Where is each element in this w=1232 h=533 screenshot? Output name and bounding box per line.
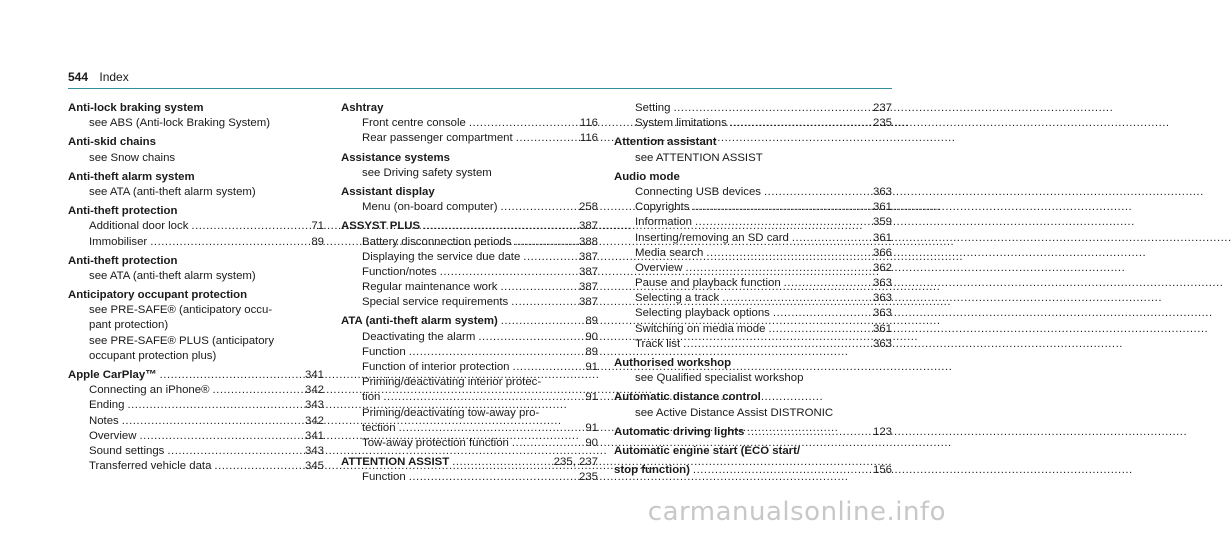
index-entry xyxy=(68,368,324,383)
entry-text: see Snow chains xyxy=(89,151,176,164)
index-entry xyxy=(68,204,324,219)
entry-text: see Active Distance Assist DISTRONIC xyxy=(635,406,834,419)
index-subentry xyxy=(614,215,892,230)
entry-text: Ending xyxy=(89,399,125,412)
entry-text: Apple CarPlay™ xyxy=(68,369,157,381)
entry-text: Setting xyxy=(635,102,671,114)
leader-dots xyxy=(409,345,583,360)
index-entry xyxy=(341,151,598,166)
page-reference: 235 xyxy=(578,471,598,484)
entry-text: ATTENTION ASSIST xyxy=(341,456,450,469)
entry-text: Regular maintenance work xyxy=(362,281,498,294)
page-reference: 91 xyxy=(585,421,598,434)
entry-text: see PRE-SAFE® (anticipatory occu- xyxy=(89,304,273,317)
index-continuation: pant protection) xyxy=(89,319,169,332)
leader-dots xyxy=(409,470,576,485)
entry-text: Function/notes xyxy=(362,265,437,278)
entry-text: Anti-lock braking system xyxy=(68,102,204,114)
index-continuation: occupant protection plus) xyxy=(89,349,217,362)
leader-dots xyxy=(139,429,302,444)
page-reference: 363 xyxy=(872,292,892,305)
index-column-3 xyxy=(614,101,892,478)
index-entry xyxy=(614,135,892,150)
entry-text: Assistant display xyxy=(341,185,435,198)
page-number: 544 xyxy=(68,70,89,84)
entry-text: Switching on media mode xyxy=(635,322,766,335)
index-entry xyxy=(614,356,892,371)
entry-text: Priming/deactivating tow-away pro- xyxy=(362,406,540,419)
entry-text: Copyrights xyxy=(635,201,690,214)
entry-text: Anti-skid chains xyxy=(68,136,156,149)
entry-text: Selecting playback options xyxy=(635,307,770,320)
page-reference: 342 xyxy=(304,414,324,427)
entry-text: Connecting an iPhone® xyxy=(89,384,210,397)
page-reference: 90 xyxy=(585,330,598,343)
entry-text: Function xyxy=(362,471,406,484)
page-reference: 361 xyxy=(872,231,892,244)
entry-text: see ABS (Anti-lock Braking System) xyxy=(89,117,271,130)
entry-text: Authorised workshop xyxy=(614,357,732,369)
entry-text: Audio mode xyxy=(614,170,680,183)
index-see-reference xyxy=(341,375,598,390)
entry-text: Anti-theft protection xyxy=(68,205,178,218)
index-entry xyxy=(68,254,324,269)
page-reference: 387 xyxy=(578,296,598,309)
leader-dots xyxy=(693,463,870,478)
entry-text: ASSYST PLUS xyxy=(341,220,421,233)
index-see-reference xyxy=(68,303,324,318)
page-reference: 123 xyxy=(872,425,892,438)
index-see-reference xyxy=(68,269,324,284)
leader-dots xyxy=(478,330,582,345)
index-subentry xyxy=(614,185,892,200)
entry-text: Overview xyxy=(89,429,137,442)
entry-text: tection xyxy=(362,421,396,434)
leader-dots xyxy=(683,337,870,352)
leader-dots xyxy=(695,215,870,230)
leader-dots xyxy=(685,261,870,276)
entry-text: Menu (on-board computer) xyxy=(362,201,498,214)
leader-dots xyxy=(399,421,583,436)
index-subentry xyxy=(341,265,598,280)
index-entry xyxy=(614,463,892,478)
index-see-reference xyxy=(614,151,892,166)
index-subentry xyxy=(341,345,598,360)
leader-dots xyxy=(127,398,302,413)
entry-text: Connecting USB devices xyxy=(635,185,761,198)
entry-text: Anti-theft alarm system xyxy=(68,170,195,183)
entry-text: Battery disconnection periods xyxy=(362,235,512,248)
entry-text: stop function) xyxy=(614,464,690,477)
index-see-reference xyxy=(68,151,324,166)
entry-text: Additional door lock xyxy=(89,220,189,233)
page-reference: 363 xyxy=(872,277,892,290)
header-rule xyxy=(68,88,892,89)
entry-text: see ATA (anti-theft alarm system) xyxy=(89,185,256,198)
page-reference: 71 xyxy=(311,220,324,233)
index-subentry xyxy=(341,280,598,295)
leader-dots xyxy=(501,314,583,329)
index-subentry xyxy=(341,295,598,310)
index-subentry xyxy=(614,306,892,321)
page-reference: 363 xyxy=(872,185,892,198)
index-subentry xyxy=(68,459,324,474)
page-reference: 89 xyxy=(585,315,598,328)
entry-text: Automatic distance control xyxy=(614,391,761,404)
index-subentry xyxy=(68,429,324,444)
leader-dots xyxy=(523,250,576,265)
entry-text: Displaying the service due date xyxy=(362,250,521,263)
index-subentry xyxy=(614,246,892,261)
page-reference: 342 xyxy=(304,384,324,397)
page-reference: 387 xyxy=(578,265,598,278)
leader-dots xyxy=(673,101,870,116)
leader-dots xyxy=(514,235,576,250)
index-entry xyxy=(68,170,324,185)
page-reference: 366 xyxy=(872,246,892,259)
index-subentry xyxy=(341,235,598,250)
page-reference: 387 xyxy=(578,220,598,233)
page-reference: 89 xyxy=(585,345,598,358)
leader-dots xyxy=(150,235,308,250)
index-entry xyxy=(68,288,324,303)
leader-dots xyxy=(706,246,870,261)
entry-text: Ashtray xyxy=(341,102,384,114)
index-see-reference xyxy=(68,185,324,200)
index-subentry xyxy=(341,436,598,451)
page-reference: 345 xyxy=(304,460,324,473)
entry-text: see ATTENTION ASSIST xyxy=(635,151,763,164)
entry-text: Inserting/removing an SD card xyxy=(635,231,789,244)
index-subentry xyxy=(614,231,892,246)
index-entry xyxy=(68,135,324,150)
entry-text: tion xyxy=(362,391,381,404)
entry-text: Tow-away protection function xyxy=(362,436,509,449)
index-subentry xyxy=(68,383,324,398)
entry-text: Selecting a track xyxy=(635,292,720,305)
page-reference: 90 xyxy=(585,436,598,449)
page-reference: 387 xyxy=(578,281,598,294)
leader-dots xyxy=(452,455,550,470)
entry-text: Immobiliser xyxy=(89,235,148,248)
page-reference: 387 xyxy=(578,250,598,263)
leader-dots xyxy=(423,219,576,234)
page-reference: 341 xyxy=(304,369,324,381)
entry-text: Assistance systems xyxy=(341,151,450,164)
entry-text: Rear passenger compartment xyxy=(362,132,513,145)
page-reference: 388 xyxy=(578,235,598,248)
index-entry xyxy=(614,444,892,459)
entry-text: Function xyxy=(362,345,406,358)
entry-text: Transferred vehicle data xyxy=(89,460,212,473)
index-see-reference xyxy=(614,371,892,386)
page-reference: 235 xyxy=(872,117,892,130)
entry-text: Anti-theft protection xyxy=(68,254,178,267)
page-reference: 359 xyxy=(872,216,892,229)
page-reference: 91 xyxy=(585,391,598,404)
entry-text: Deactivating the alarm xyxy=(362,330,476,343)
page-reference: 361 xyxy=(872,322,892,335)
leader-dots xyxy=(792,231,870,246)
index-subentry xyxy=(614,322,892,337)
page-reference: 235, 237 xyxy=(553,456,598,469)
entry-text: see ATA (anti-theft alarm system) xyxy=(89,269,256,282)
leader-dots xyxy=(501,280,576,295)
index-subentry xyxy=(68,219,324,234)
index-subentry xyxy=(68,444,324,459)
page-reference: 116 xyxy=(579,117,598,130)
index-see-reference xyxy=(68,334,324,349)
entry-text: Priming/deactivating interior protec- xyxy=(362,376,542,389)
page-reference: 363 xyxy=(872,337,892,350)
entry-text: System limitations xyxy=(635,117,727,130)
index-subentry xyxy=(341,470,598,485)
page-reference: 343 xyxy=(304,444,324,457)
entry-text: Notes xyxy=(89,414,119,427)
page-reference: 361 xyxy=(872,201,892,214)
index-subentry xyxy=(341,360,598,375)
index-subentry xyxy=(614,101,892,116)
entry-text: Special service requirements xyxy=(362,296,509,309)
page-reference: 89 xyxy=(311,235,324,248)
entry-text: see Qualified specialist workshop xyxy=(635,372,804,385)
index-entry xyxy=(68,101,324,116)
index-see-reference xyxy=(341,166,598,181)
leader-dots xyxy=(440,265,576,280)
entry-text: Front centre console xyxy=(362,117,466,130)
page-reference: 363 xyxy=(872,307,892,320)
page-reference: 343 xyxy=(304,399,324,412)
index-entry xyxy=(341,101,598,116)
index-subentry xyxy=(68,398,324,413)
leader-dots xyxy=(122,414,302,429)
index-subentry xyxy=(341,116,598,131)
index-entry xyxy=(614,170,892,185)
leader-dots xyxy=(692,200,870,215)
leader-dots xyxy=(516,131,577,146)
index-subentry xyxy=(614,291,892,306)
index-see-reference xyxy=(68,116,324,131)
leader-dots xyxy=(383,390,582,405)
index-subentry xyxy=(614,337,892,352)
leader-dots xyxy=(501,200,576,215)
index-entry xyxy=(614,390,892,405)
entry-text: Attention assistant xyxy=(614,136,717,149)
leader-dots xyxy=(167,444,302,459)
index-entry xyxy=(341,185,598,200)
index-entry xyxy=(341,314,598,329)
index-subentry xyxy=(68,414,324,429)
leader-dots xyxy=(213,383,302,398)
leader-dots xyxy=(773,306,870,321)
index-subentry xyxy=(341,250,598,265)
page-reference: 91 xyxy=(585,361,598,373)
index-entry xyxy=(341,455,598,470)
leader-dots xyxy=(722,291,870,306)
leader-dots xyxy=(764,185,870,200)
index-subentry xyxy=(614,116,892,131)
index-column-2 xyxy=(341,101,598,486)
entry-text: Media search xyxy=(635,246,704,259)
page-reference: 362 xyxy=(872,261,892,274)
index-subentry xyxy=(614,276,892,291)
leader-dots xyxy=(512,436,582,451)
entry-text: Automatic driving lights xyxy=(614,425,745,438)
index-subentry xyxy=(341,131,598,146)
page-reference: 258 xyxy=(578,201,598,214)
index-see-reference xyxy=(341,406,598,421)
leader-dots xyxy=(730,116,870,131)
index-entry xyxy=(341,219,598,234)
leader-dots xyxy=(747,425,870,440)
leader-dots xyxy=(469,116,577,131)
index-subentry xyxy=(341,330,598,345)
index-subentry xyxy=(341,421,598,436)
entry-text: see Driving safety system xyxy=(362,166,492,179)
index-subentry xyxy=(68,235,324,250)
page-header xyxy=(68,70,129,84)
entry-text: Anticipatory occupant protection xyxy=(68,289,248,302)
leader-dots xyxy=(214,459,302,474)
entry-text: Automatic engine start (ECO start/ xyxy=(614,444,801,457)
leader-dots xyxy=(768,322,870,337)
leader-dots xyxy=(784,276,870,291)
entry-text: ATA (anti-theft alarm system) xyxy=(341,315,498,328)
index-entry xyxy=(614,425,892,440)
index-column-1 xyxy=(68,101,324,474)
entry-text: see PRE-SAFE® PLUS (anticipatory xyxy=(89,334,275,347)
index-subentry xyxy=(614,261,892,276)
section-title: Index xyxy=(99,70,129,84)
leader-dots xyxy=(191,219,308,234)
leader-dots xyxy=(511,295,576,310)
entry-text: Track list xyxy=(635,337,681,350)
index-see-reference xyxy=(614,406,892,421)
page-reference: 341 xyxy=(304,429,324,442)
entry-text: Function of interior protection xyxy=(362,361,510,373)
page-reference: 116 xyxy=(579,132,598,145)
leader-dots xyxy=(513,360,583,375)
entry-text: Information xyxy=(635,216,692,229)
watermark: carmanualsonline.info xyxy=(647,497,946,527)
entry-text: Overview xyxy=(635,261,683,274)
index-subentry xyxy=(614,200,892,215)
entry-text: Pause and playback function xyxy=(635,277,781,290)
page-reference: 237 xyxy=(872,102,892,114)
index-subentry xyxy=(341,200,598,215)
page-reference: 156 xyxy=(872,464,892,477)
index-subentry xyxy=(341,390,598,405)
entry-text: Sound settings xyxy=(89,444,165,457)
leader-dots xyxy=(160,368,302,383)
